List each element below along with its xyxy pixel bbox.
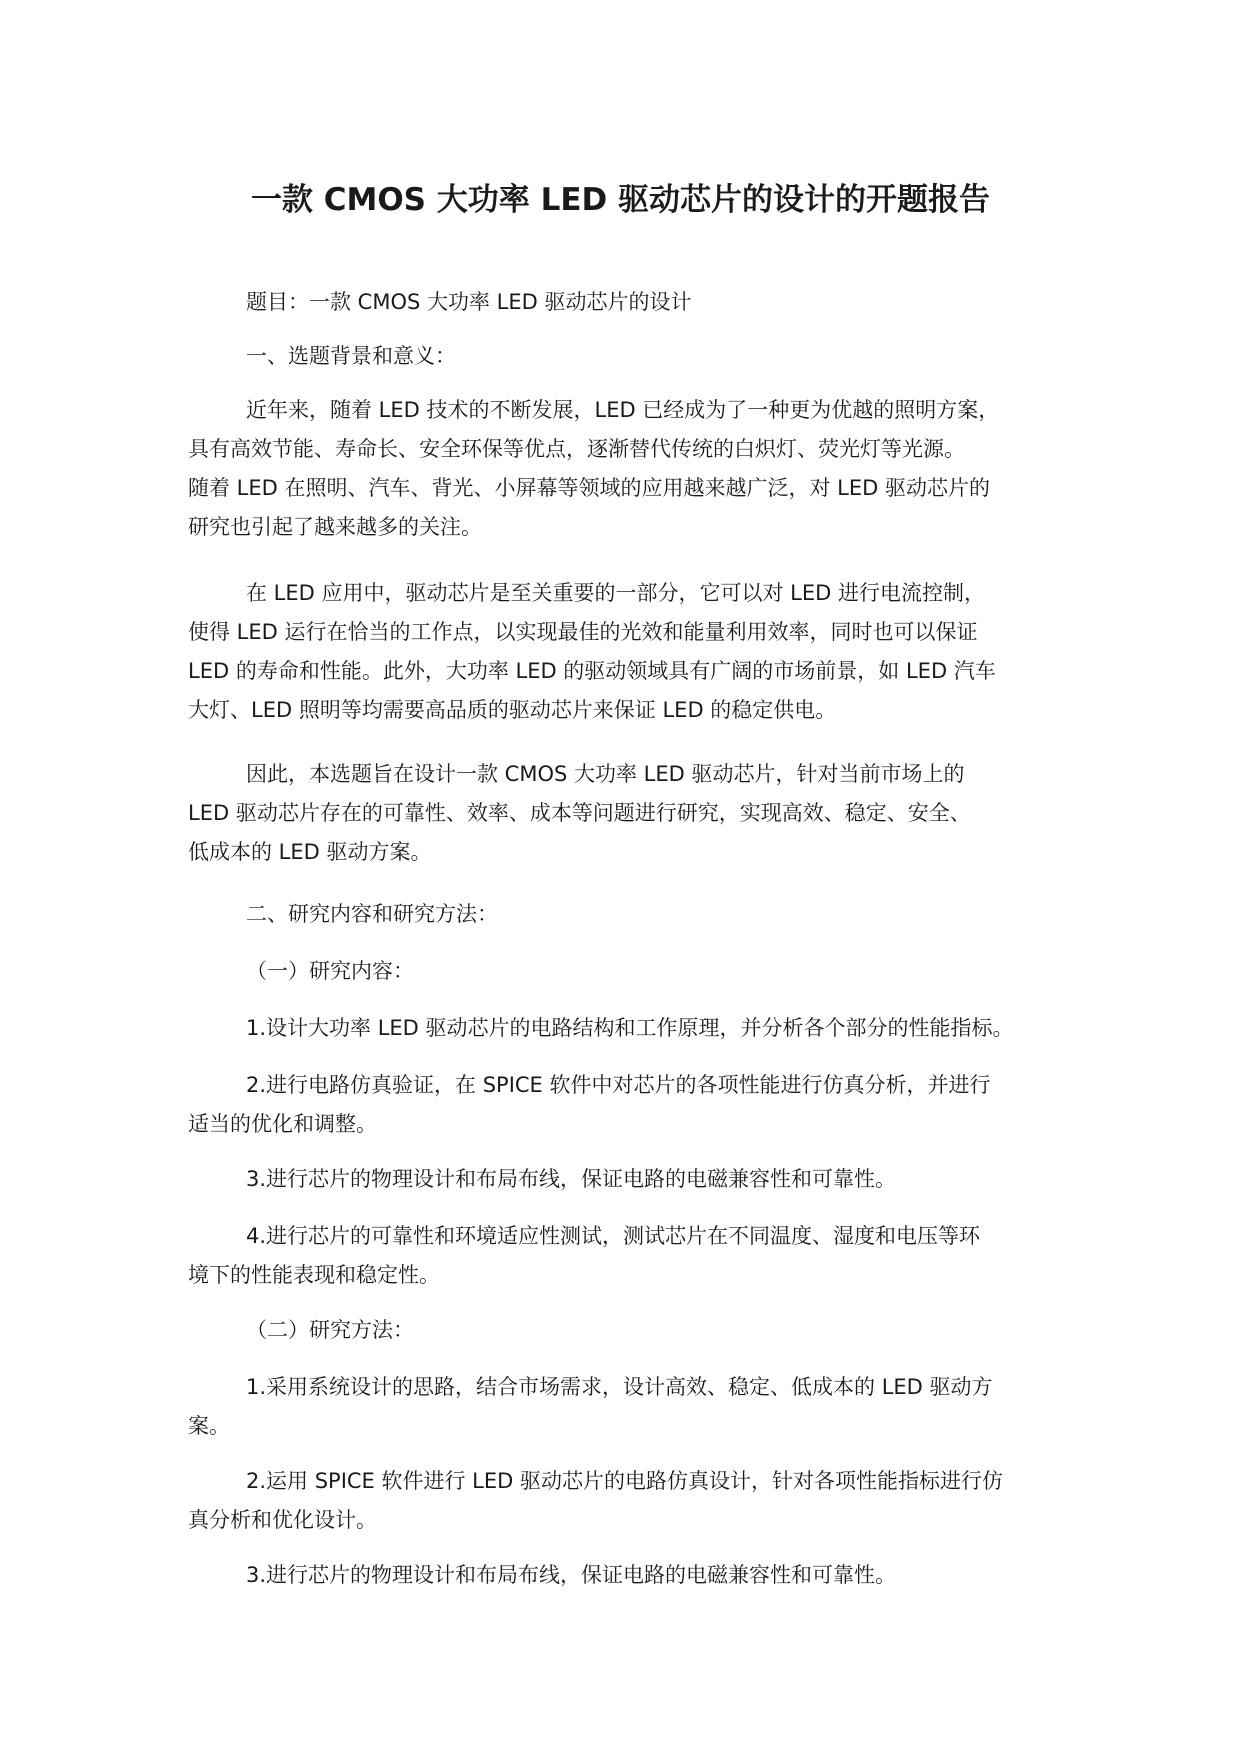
paragraph-line: （一）研究内容： — [246, 959, 414, 983]
paragraph-line: 使得 LED 运行在恰当的工作点，以实现最佳的光效和能量利用效率，同时也可以保证 — [188, 620, 978, 644]
subheading-research-method — [188, 1311, 1058, 1350]
list-item-method-3 — [188, 1556, 1058, 1595]
subheading-research-content — [188, 952, 1058, 991]
paragraph-line: 在 LED 应用中，驱动芯片是至关重要的一部分，它可以对 LED 进行电流控制， — [246, 581, 985, 605]
paragraph-line: 随着 LED 在照明、汽车、背光、小屏幕等领域的应用越来越广泛，对 LED 驱动芯片的 — [188, 476, 990, 500]
paragraph-line: 题目：一款 CMOS 大功率 LED 驱动芯片的设计 — [246, 290, 692, 314]
paragraph-line: 因此，本选题旨在设计一款 CMOS 大功率 LED 驱动芯片，针对当前市场上的 — [246, 762, 965, 786]
paragraph-line: 2.进行电路仿真验证，在 SPICE 软件中对芯片的各项性能进行仿真分析，并进行 — [246, 1073, 991, 1097]
list-item-content-1 — [188, 1009, 1058, 1048]
paragraph-line: 3.进行芯片的物理设计和布局布线，保证电路的电磁兼容性和可靠性。 — [246, 1167, 897, 1191]
list-item-method-2 — [188, 1462, 1058, 1540]
paragraph-line: 4.进行芯片的可靠性和环境适应性测试，测试芯片在不同温度、湿度和电压等环 — [246, 1224, 981, 1248]
paragraph-line: 1.设计大功率 LED 驱动芯片的电路结构和工作原理，并分析各个部分的性能指标。 — [246, 1016, 1014, 1040]
paragraph-line: 适当的优化和调整。 — [188, 1112, 377, 1136]
section-heading-background — [188, 337, 1058, 376]
list-item-content-3 — [188, 1160, 1058, 1199]
paragraph-line: 案。 — [188, 1414, 230, 1438]
document-title: 一款 CMOS 大功率 LED 驱动芯片的设计的开题报告 — [250, 182, 991, 218]
list-item-content-2 — [188, 1066, 1058, 1144]
paragraph-background-2 — [188, 574, 1058, 730]
paragraph-line: 二、研究内容和研究方法： — [246, 902, 498, 926]
paragraph-line: 低成本的 LED 驱动方案。 — [188, 840, 432, 864]
paragraph-line: 境下的性能表现和稳定性。 — [188, 1263, 440, 1287]
paragraph-line: 大灯、LED 照明等均需要高品质的驱动芯片来保证 LED 的稳定供电。 — [188, 698, 837, 722]
paragraph-line: 3.进行芯片的物理设计和布局布线，保证电路的电磁兼容性和可靠性。 — [246, 1563, 897, 1587]
paragraph-line: 一、选题背景和意义： — [246, 344, 456, 368]
paragraph-line: 具有高效节能、寿命长、安全环保等优点，逐渐替代传统的白炽灯、荧光灯等光源。 — [188, 437, 965, 461]
paragraph-line: 近年来，随着 LED 技术的不断发展，LED 已经成为了一种更为优越的照明方案， — [246, 398, 1000, 422]
list-item-method-1 — [188, 1368, 1058, 1446]
paragraph-line: 真分析和优化设计。 — [188, 1508, 377, 1532]
section-heading-research — [188, 895, 1058, 934]
paragraph-line: 1.采用系统设计的思路，结合市场需求，设计高效、稳定、低成本的 LED 驱动方 — [246, 1375, 993, 1399]
paragraph-line: 2.运用 SPICE 软件进行 LED 驱动芯片的电路仿真设计，针对各项性能指标进行仿 — [246, 1469, 1003, 1493]
paragraph-line: （二）研究方法： — [246, 1318, 414, 1342]
paragraph-line: LED 的寿命和性能。此外，大功率 LED 的驱动领域具有广阔的市场前景，如 LED 汽车 — [188, 659, 996, 683]
list-item-content-4 — [188, 1217, 1058, 1295]
paragraph-line: 研究也引起了越来越多的关注。 — [188, 515, 482, 539]
paragraph-background-3 — [188, 755, 1058, 872]
paragraph-topic — [188, 283, 1058, 322]
paragraph-line: LED 驱动芯片存在的可靠性、效率、成本等问题进行研究，实现高效、稳定、安全、 — [188, 801, 971, 825]
paragraph-background-1 — [188, 391, 1058, 547]
